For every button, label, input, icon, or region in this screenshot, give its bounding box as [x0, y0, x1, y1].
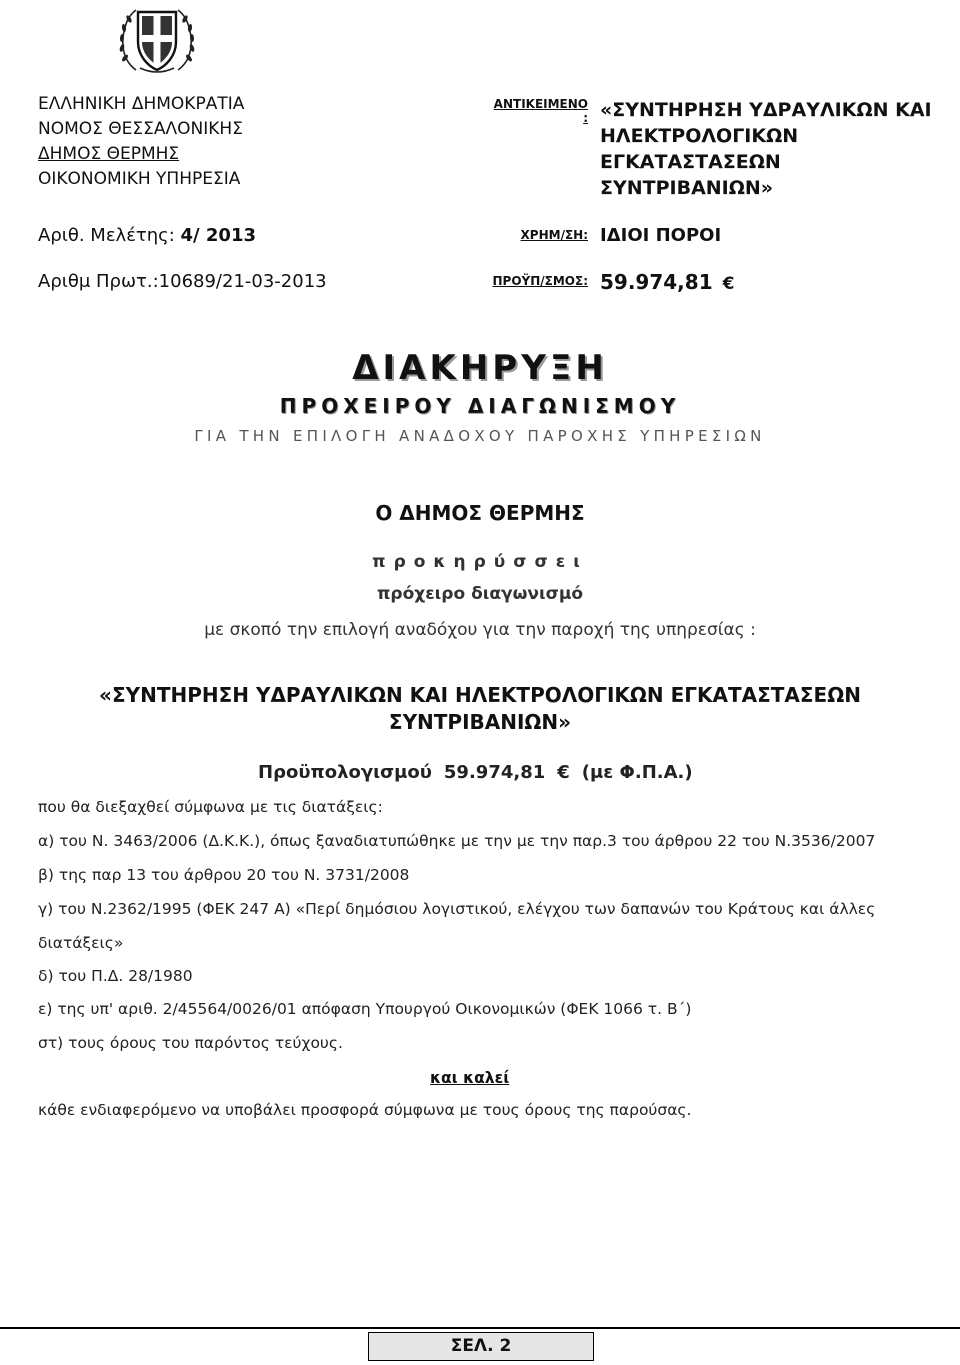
budget-value: 59.974,81 — [600, 270, 713, 294]
budget-value-block — [600, 270, 734, 294]
purpose-text: με σκοπό την επιλογή αναδόχου για την παροχή της υπηρεσίας : — [204, 620, 756, 640]
study-number — [38, 225, 256, 246]
issuer-line-prefecture: ΝΟΜΟΣ ΘΕΣΣΑΛΟΝΙΚΗΣ — [38, 119, 243, 139]
issuer-line-municipality: ΔΗΜΟΣ ΘΕΡΜΗΣ — [38, 144, 180, 164]
legal-item-a: α) του Ν. 3463/2006 (Δ.Κ.Κ.), όπως ξαναδιατυπώθηκε με την με την παρ.3 του άρθρου 22 του Ν.3536/2007 — [38, 832, 876, 850]
study-number-label: Αριθ. Μελέτης: — [38, 225, 181, 246]
greek-coat-of-arms-emblem — [114, 4, 200, 76]
page-number: ΣΕΛ. 2 — [368, 1332, 594, 1361]
legal-item-d: δ) του Π.Δ. 28/1980 — [38, 967, 193, 985]
project-title-line-1: «ΣΥΝΤΗΡΗΣΗ ΥΔΡΑΥΛΙΚΩΝ ΚΑΙ ΗΛΕΚΤΡΟΛΟΓΙΚΩΝ ΕΓΚΑΤΑΣΤΑΣΕΩΝ — [99, 683, 861, 707]
euro-icon: € — [557, 762, 570, 783]
budget-line-label: Προϋπολογισμού — [258, 762, 432, 783]
legal-item-e: ε) της υπ' αριθ. 2/45564/0026/01 απόφαση Υπουργού Οικονομικών (ΦΕΚ 1066 τ. Β΄) — [38, 1000, 692, 1018]
subject-label — [478, 97, 588, 125]
legal-item-st: στ) τους όρους του παρόντος τεύχους. — [38, 1034, 343, 1052]
issuer-block — [38, 92, 244, 192]
legal-item-c-line-1: γ) του Ν.2362/1995 (ΦΕΚ 247 Α) «Περί δημόσιου λογιστικού, ελέγχου των δαπανών του Κράτους και άλλες — [38, 900, 876, 918]
subject-line-1: «ΣΥΝΤΗΡΗΣΗ ΥΔΡΑΥΛΙΚΩΝ ΚΑΙ — [600, 99, 932, 121]
funding-value: ΙΔΙΟΙ ΠΟΡΟΙ — [600, 225, 722, 246]
subject-label-line1: ΑΝΤΙΚΕΙΜΕΝΟ — [493, 97, 588, 111]
legal-item-b: β) της παρ 13 του άρθρου 20 του Ν. 3731/2008 — [38, 866, 410, 884]
municipality-heading: Ο ΔΗΜΟΣ ΘΕΡΜΗΣ — [375, 501, 585, 525]
legal-item-c-line-2: διατάξεις» — [38, 934, 124, 952]
subject-title — [600, 97, 932, 201]
study-number-value: 4/ 2013 — [180, 225, 256, 246]
subject-label-line2: : — [583, 111, 588, 125]
document-subtitle-2: ΓΙΑ ΤΗΝ ΕΠΙΛΟΓΗ ΑΝΑΔΟΧΟΥ ΠΑΡΟΧΗΣ ΥΠΗΡΕΣΙΩΝ — [194, 427, 766, 445]
issuer-line-country: ΕΛΛΗΝΙΚΗ ΔΗΜΟΚΡΑΤΙΑ — [38, 94, 245, 114]
closing-text: κάθε ενδιαφερόμενο να υποβάλει προσφορά σύμφωνα με τους όρους της παρούσας. — [38, 1101, 692, 1119]
euro-icon: € — [722, 274, 735, 294]
tender-type: πρόχειρο διαγωνισμό — [376, 584, 584, 604]
budget-line — [258, 762, 693, 783]
budget-label: ΠΡΟΫΠ/ΣΜΟΣ: — [492, 274, 588, 288]
protocol-number: Αριθμ Πρωτ.:10689/21-03-2013 — [38, 271, 327, 292]
footer-divider — [0, 1327, 960, 1329]
and-invites-text: και καλεί — [430, 1069, 510, 1087]
proclaims-text: προκηρύσσει — [372, 552, 588, 572]
document-subtitle: ΠΡΟΧΕΙΡΟΥ ΔΙΑΓΩΝΙΣΜΟΥ — [279, 394, 681, 418]
legal-intro: που θα διεξαχθεί σύμφωνα με τις διατάξεις: — [38, 798, 383, 816]
funding-label: ΧΡΗΜ/ΣΗ: — [520, 228, 588, 242]
subject-line-3: ΕΓΚΑΤΑΣΤΑΣΕΩΝ — [600, 151, 781, 173]
vat-note: (με Φ.Π.Α.) — [581, 762, 693, 783]
document-title: ΔΙΑΚΗΡΥΞΗ — [352, 348, 608, 388]
subject-line-4: ΣΥΝΤΡΙΒΑΝΙΩΝ» — [600, 177, 774, 199]
issuer-line-department: ΟΙΚΟΝΟΜΙΚΗ ΥΠΗΡΕΣΙΑ — [38, 169, 241, 189]
subject-line-2: ΗΛΕΚΤΡΟΛΟΓΙΚΩΝ — [600, 125, 799, 147]
budget-line-amount: 59.974,81 — [443, 762, 546, 783]
project-title-line-2: ΣΥΝΤΡΙΒΑΝΙΩΝ» — [388, 710, 572, 734]
